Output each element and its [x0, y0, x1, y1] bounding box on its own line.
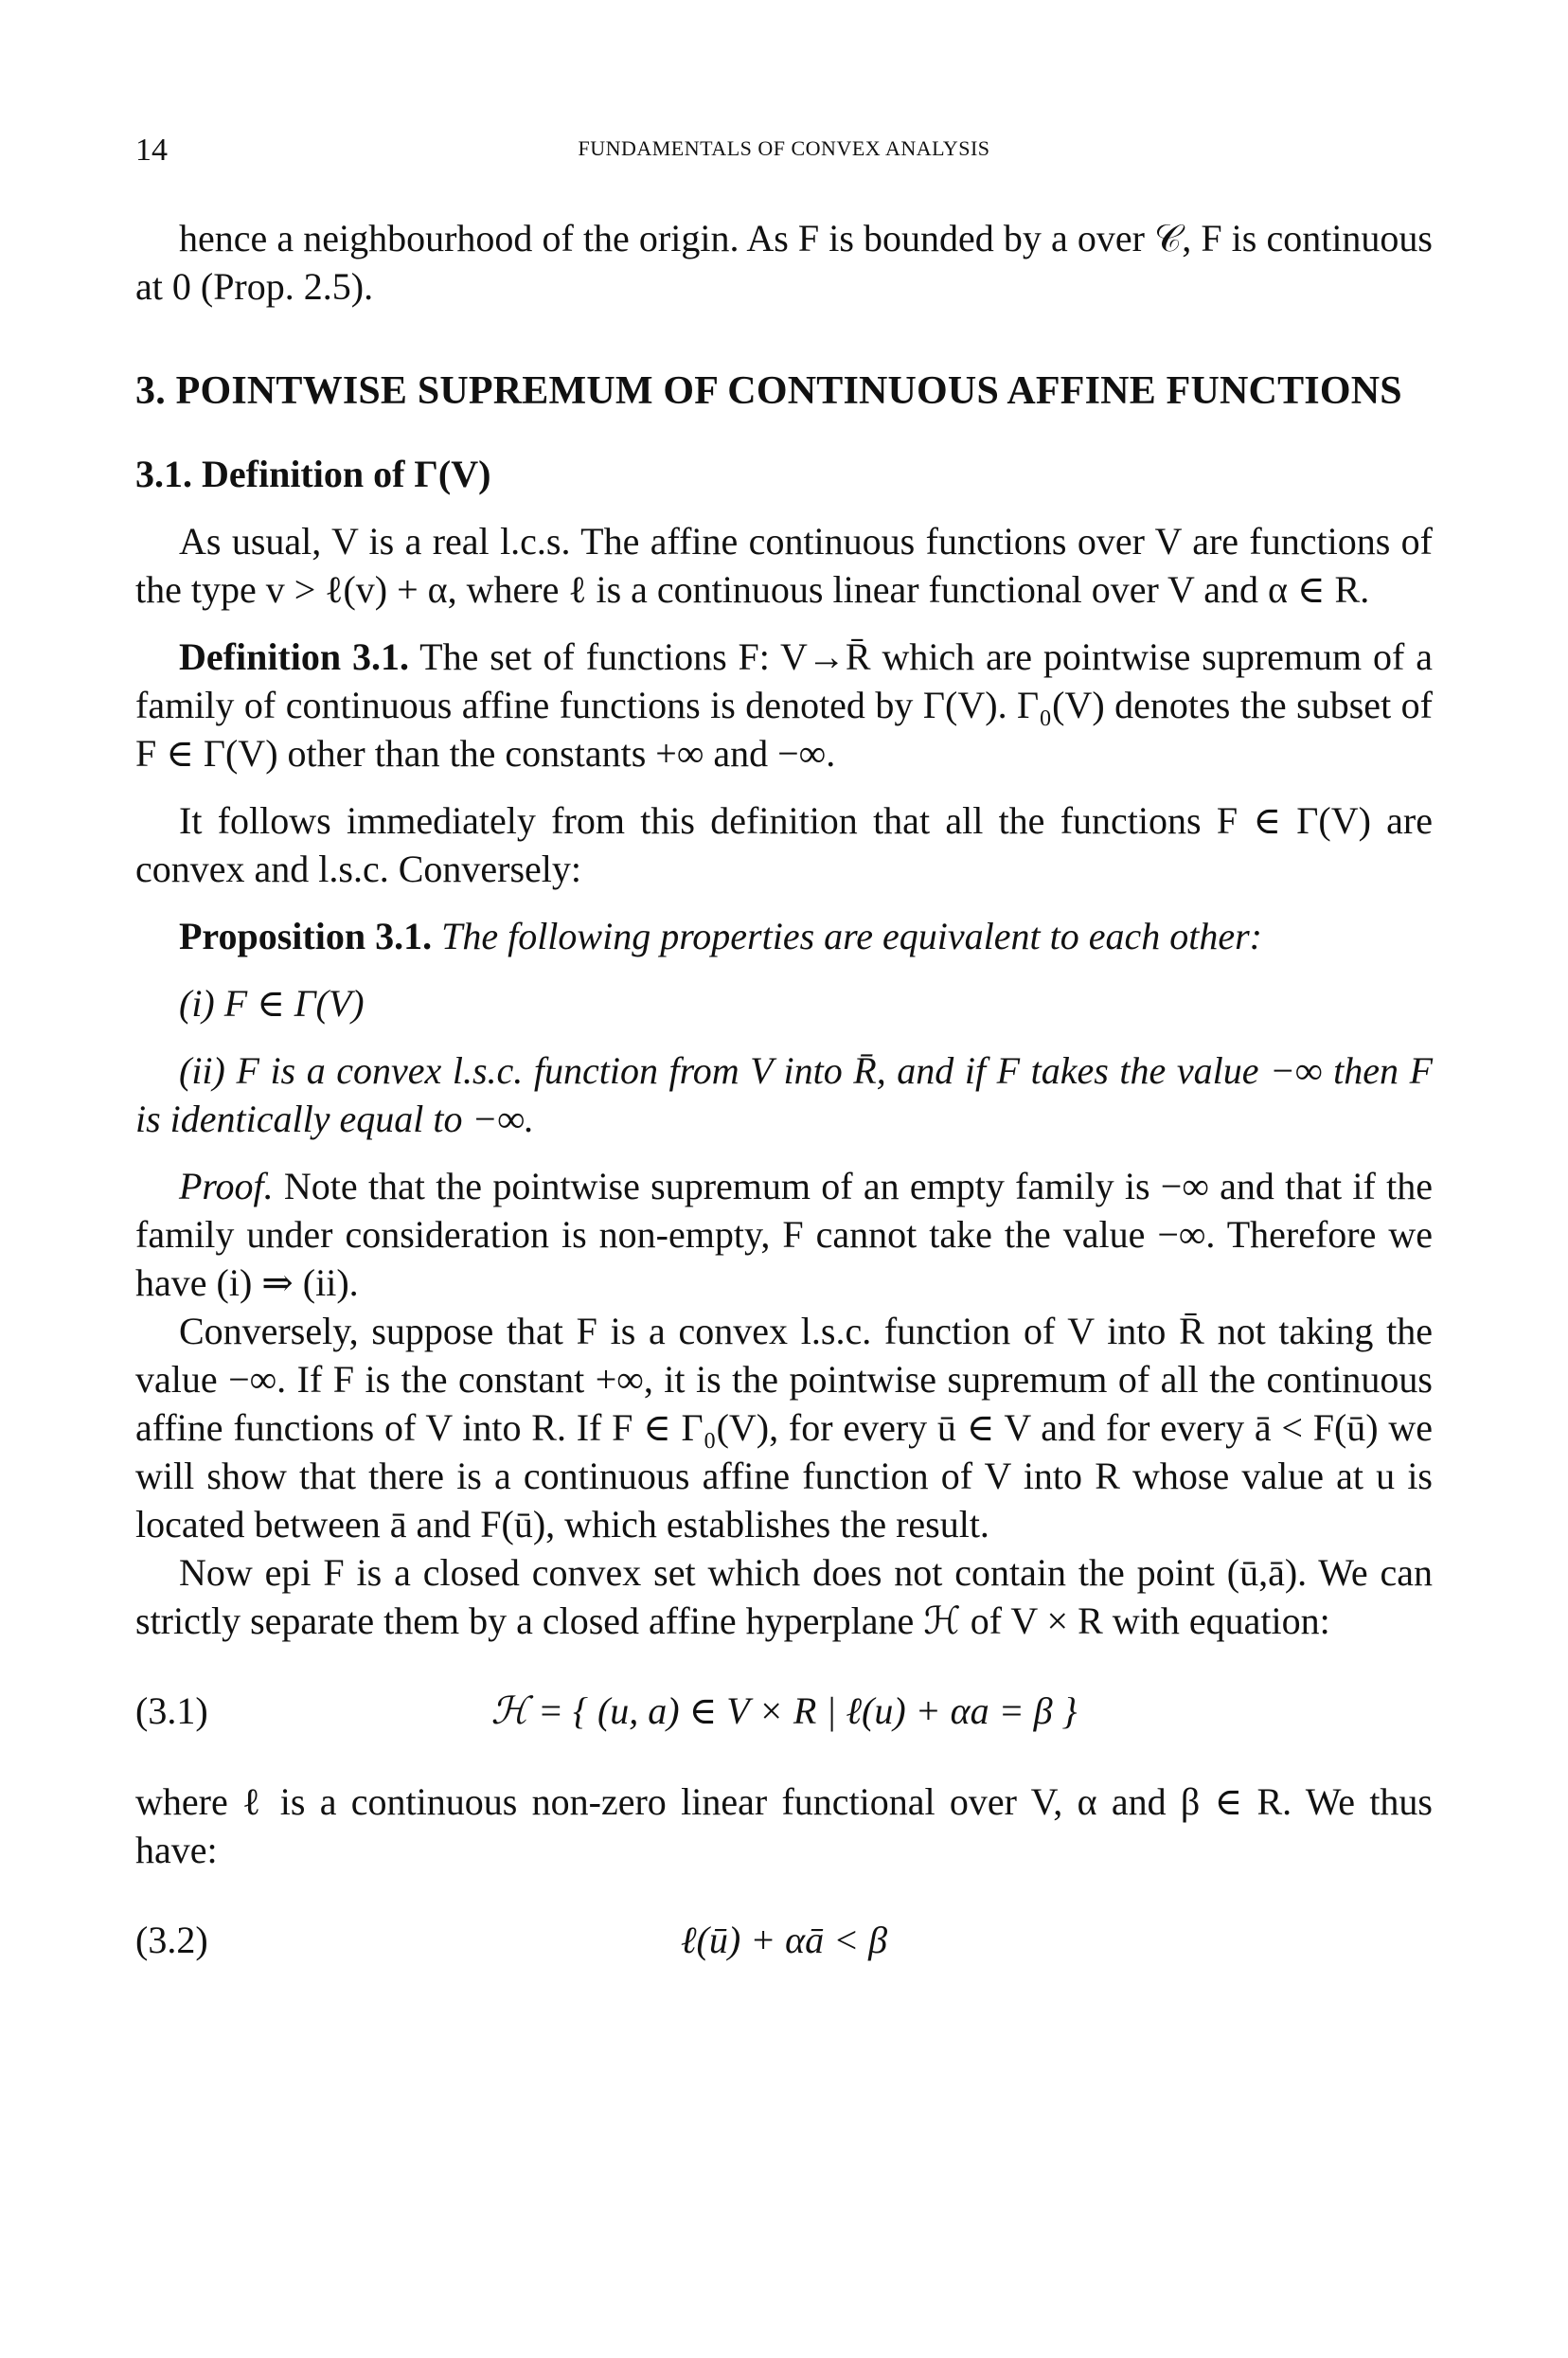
equation-body: ℋ = { (u, a) ∈ V × R | ℓ(u) + αa = β }	[490, 1689, 1078, 1732]
paragraph-follows: It follows immediately from this definition that all the functions F ∈ Γ(V) are convex and l.s.c. Conversely:	[135, 799, 1433, 890]
equation-body: ℓ(ū) + αā < β	[680, 1919, 888, 1961]
paragraph-where: where ℓ is a continuous non-zero linear functional over V, α and β ∈ R. We thus have:	[135, 1780, 1433, 1871]
paragraph-conversely: Conversely, suppose that F is a convex l.s.c. function of V into R̄ not taking the value −∞. If F is the constant +∞, it is the pointwise supremum of all the continuous affine functions of V into R. If F ∈ Γ₀(V), for every ū ∈ V and for every ā < F(ū) we will show that there is a continuous affine function of V into R whose value at u is located between ā and F(ū), which establishes the result.	[135, 1310, 1433, 1545]
page-number: 14	[135, 133, 168, 168]
equation-3-2	[135, 1916, 1433, 1973]
proposition-item-ii: (ii) F is a convex l.s.c. function from V into R̄, and if F takes the value −∞ then F is identically equal to −∞.	[135, 1049, 1433, 1140]
running-title: FUNDAMENTALS OF CONVEX ANALYSIS	[578, 136, 990, 160]
proposition-paragraph	[135, 912, 1433, 960]
proposition-label: Proposition 3.1.	[179, 915, 433, 957]
definition-label: Definition 3.1.	[179, 635, 409, 678]
paragraph-now: Now epi F is a closed convex set which does not contain the point (ū,ā). We can strictly separate them by a closed affine hyperplane ℋ of V × R with equation:	[135, 1551, 1433, 1642]
paragraph-usual: As usual, V is a real l.c.s. The affine continuous functions over V are functions of the type v > ℓ(v) + α, where ℓ is a continuous linear functional over V and α ∈ R.	[135, 520, 1433, 611]
proposition-item-i: (i) F ∈ Γ(V)	[179, 982, 365, 1025]
definition-paragraph	[135, 633, 1433, 777]
proof-text: Note that the pointwise supremum of an empty family is −∞ and that if the family under consideration is non-empty, F cannot take the value −∞. Therefore we have (i) ⇒ (ii).	[135, 1165, 1433, 1304]
definition-text: The set of functions F: V→R̄ which are pointwise supremum of a family of continuous affine functions is denoted by Γ(V). Γ₀(V) denotes the subset of F ∈ Γ(V) other than the constants +∞ and −∞.	[135, 635, 1433, 775]
running-head	[135, 133, 1433, 170]
subsection-title: 3.1. Definition of Γ(V)	[135, 453, 491, 495]
equation-number: (3.2)	[135, 1919, 208, 1961]
proposition-text: The following properties are equivalent to each other:	[432, 915, 1262, 957]
paragraph-intro: hence a neighbourhood of the origin. As F is bounded by a over 𝒞, F is continuous at 0 (Prop. 2.5).	[135, 217, 1433, 308]
proof-label: Proof.	[179, 1165, 274, 1207]
proof-paragraph	[135, 1162, 1433, 1307]
section-title: 3. POINTWISE SUPREMUM OF CONTINUOUS AFFINE FUNCTIONS	[135, 369, 1402, 413]
equation-3-1	[135, 1687, 1433, 1743]
equation-number: (3.1)	[135, 1689, 208, 1732]
page-body	[135, 214, 1433, 1973]
